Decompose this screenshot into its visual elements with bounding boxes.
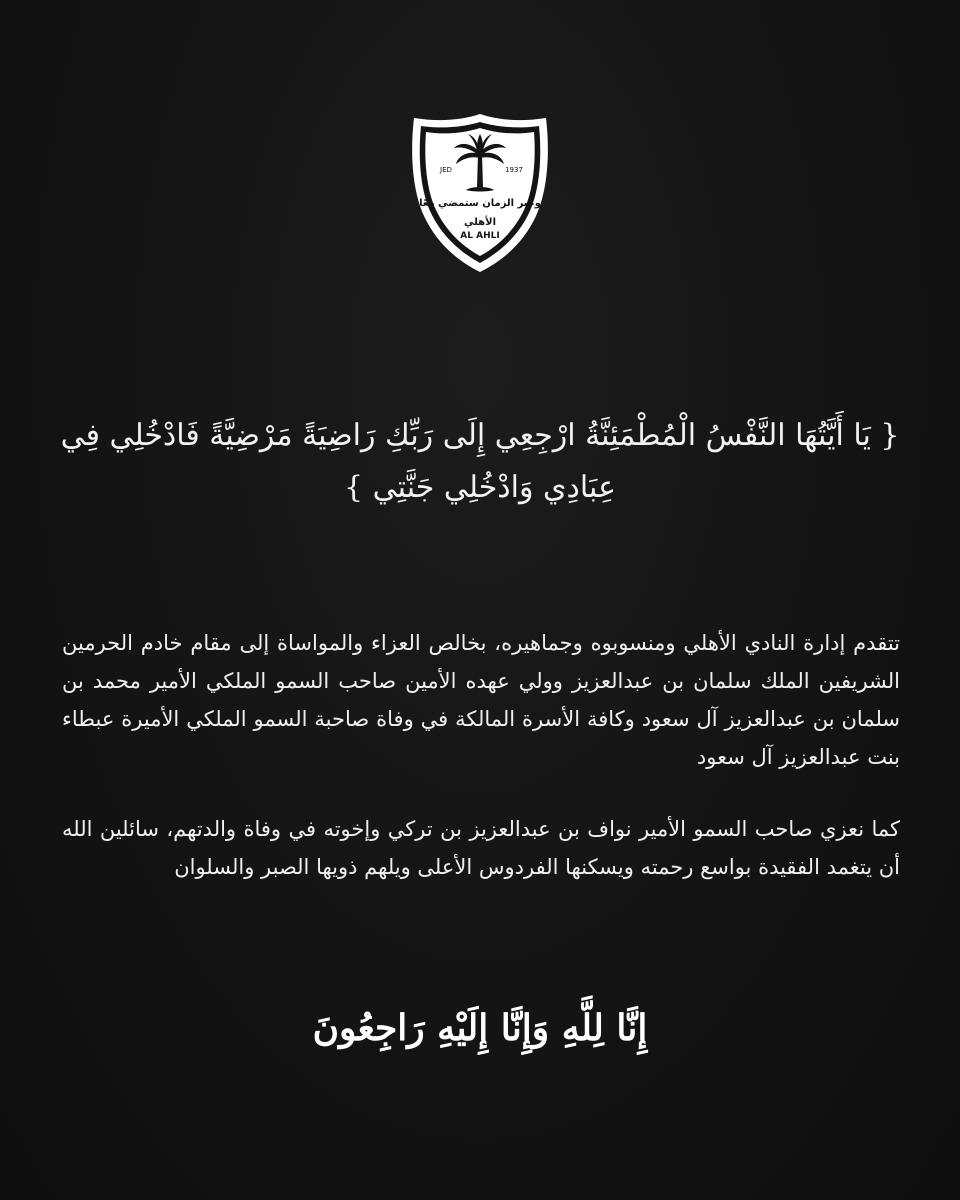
condolence-paragraph-2: كما نعزي صاحب السمو الأمير نواف بن عبدالعزيز بن تركي وإخوته في وفاة والدتهم، سائلين الله أن يتغمد الفقيدة بواسع رحمته ويسكنها الفردوس الأعلى ويلهم ذويها الصبر والسلوان xyxy=(62,817,900,879)
crest-left-label: JED xyxy=(440,166,452,174)
crest-right-label: 1937 xyxy=(505,166,523,174)
quran-verse: { يَا أَيَّتُهَا النَّفْسُ الْمُطْمَئِنَّةُ ارْجِعِي إِلَى رَبِّكِ رَاضِيَةً مَرْضِيَّةً فَادْخُلِي فِي عِبَادِي وَادْخُلِي جَنَّتِي } xyxy=(60,418,900,505)
crest-arabic-name: الأهلي xyxy=(463,217,497,228)
al-ahli-club-crest-icon xyxy=(408,112,552,274)
crest-motto: وعبر الزمان ستمضي معًا xyxy=(419,198,541,209)
condolence-paragraph-1: تتقدم إدارة النادي الأهلي ومنسوبوه وجماهيره، بخالص العزاء والمواساة إلى مقام خادم الحرمين الشريفين الملك سلمان بن عبدالعزيز وولي عهده الأمين صاحب السمو الملكي الأمير محمد بن سلمان بن عبدالعزيز آل سعود وكافة الأسرة المالكة في وفاة صاحبة السمو الملكي الأميرة عبطاء بنت عبدالعزيز آل سعود xyxy=(62,631,900,769)
closing-verse: إِنَّا لِلَّهِ وَإِنَّا إِلَيْهِ رَاجِعُونَ xyxy=(312,1007,648,1049)
crest-latin-name: AL AHLI xyxy=(460,231,500,241)
